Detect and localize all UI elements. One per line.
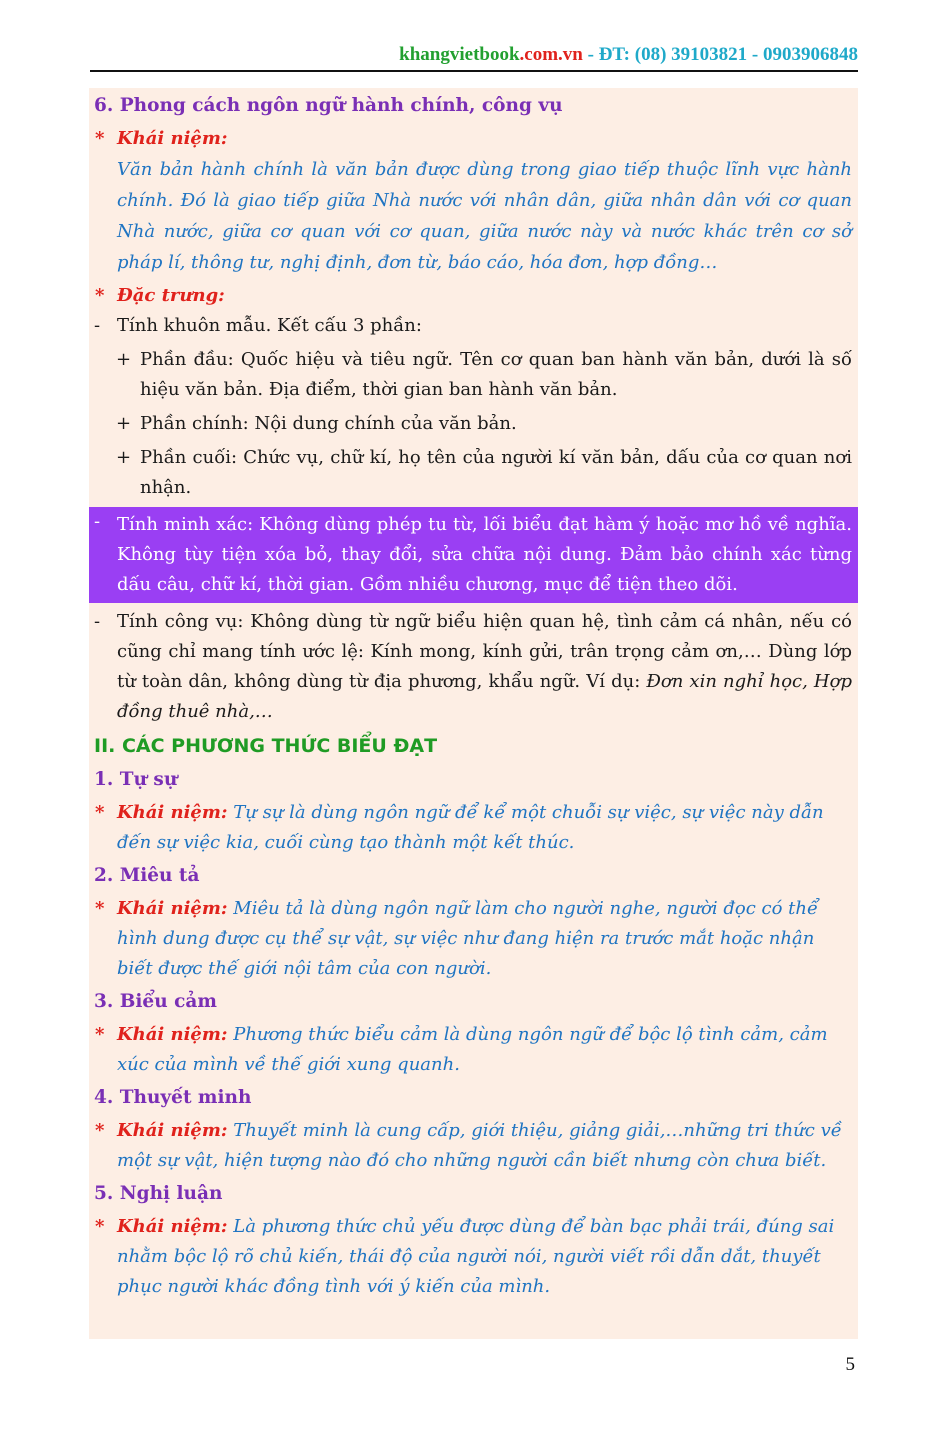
concept-label: Khái niệm:	[117, 1120, 228, 1141]
bullet-dash: -	[94, 511, 101, 532]
bullet-star: *	[95, 802, 105, 823]
content-panel	[89, 88, 858, 1339]
bullet-star: *	[95, 1120, 105, 1141]
bullet-star: *	[95, 898, 105, 919]
concept-text: Miêu tả là dùng ngôn ngữ làm cho người nghe, người đọc có thể hình dung được cụ thể sự vật, sự việc như đang hiện ra trước mắt hoặc nhận biết được thế giới nội tâm của con người.	[117, 898, 819, 979]
bullet-star: *	[95, 285, 105, 306]
method-title: 5. Nghị luận	[94, 1183, 223, 1204]
part-item	[89, 409, 858, 439]
bullet-plus: +	[116, 349, 132, 370]
trait-text: Tính khuôn mẫu. Kết cấu 3 phần:	[117, 315, 422, 336]
method-title: 1. Tự sự	[94, 769, 178, 790]
section-6-title: 6. Phong cách ngôn ngữ hành chính, công vụ	[94, 95, 563, 116]
concept-text: Là phương thức chủ yếu được dùng để bàn bạc phải trái, đúng sai nhằm bộc lộ rõ chủ kiến, thái độ của người nói, người viết rồi dẫn dắt, thuyết phục người khác đồng tình với ý kiến của mình.	[117, 1216, 835, 1297]
concept-text: Văn bản hành chính là văn bản được dùng trong giao tiếp thuộc lĩnh vực hành chính. Đó là giao tiếp giữa Nhà nước với nhân dân, giữa nhân dân với cơ quan Nhà nước, giữa cơ quan với cơ quan, giữa nước này và nước khác trên cơ sở pháp lí, thông tư, nghị định, đơn từ, báo cáo, hóa đơn, hợp đồng…	[117, 159, 852, 273]
page-header	[90, 44, 858, 66]
part-item	[89, 443, 858, 503]
bullet-plus: +	[116, 413, 132, 434]
method-concept	[89, 894, 858, 984]
method-concept	[89, 798, 858, 858]
bullet-dash: -	[94, 315, 101, 336]
method-concept	[89, 1020, 858, 1080]
concept-heading	[89, 124, 858, 154]
concept-text: Phương thức biểu cảm là dùng ngôn ngữ để bộc lộ tình cảm, cảm xúc của mình về thế giới xung quanh.	[117, 1024, 828, 1075]
concept-label: Khái niệm:	[117, 1024, 228, 1045]
method-section	[89, 861, 858, 984]
method-concept	[89, 1116, 858, 1176]
part-item	[89, 345, 858, 405]
concept-label: Khái niệm:	[117, 898, 228, 919]
method-title: 4. Thuyết minh	[94, 1087, 252, 1108]
method-concept	[89, 1212, 858, 1302]
bullet-dash: -	[94, 611, 101, 632]
method-title: 2. Miêu tả	[94, 865, 200, 886]
bullet-plus: +	[116, 447, 132, 468]
trait-example: Đơn xin nghỉ học, Hợp đồng thuê nhà,…	[117, 671, 852, 722]
traits-label: Đặc trưng:	[117, 285, 225, 306]
bullet-star: *	[95, 1216, 105, 1237]
concept-text: Tự sự là dùng ngôn ngữ để kể một chuỗi sự việc, sự việc này dẫn đến sự việc kia, cuối cùng tạo thành một kết thúc.	[117, 802, 824, 853]
method-section	[89, 987, 858, 1080]
header-divider	[90, 70, 858, 72]
method-section	[89, 1179, 858, 1302]
part-2-title: II. CÁC PHƯƠNG THỨC BIỂU ĐẠT	[94, 735, 438, 757]
method-section	[89, 1083, 858, 1176]
concept-label: Khái niệm:	[117, 802, 228, 823]
trait-text: Tính công vụ: Không dùng từ ngữ biểu hiện quan hệ, tình cảm cá nhân, nếu có cũng chỉ mang tính ước lệ: Kính mong, kính gửi, trân trọng cảm ơn,… Dùng lớp từ toàn dân, không dùng từ địa phương, khẩu ngữ. Ví dụ:	[117, 611, 852, 692]
concept-label: Khái niệm:	[117, 1216, 228, 1237]
traits-heading	[89, 281, 858, 311]
bullet-star: *	[95, 128, 105, 149]
contact-info: - ĐT: (08) 39103821 - 0903906848	[582, 44, 858, 65]
trait-item	[89, 311, 858, 341]
part-text: Phần cuối: Chức vụ, chữ kí, họ tên của người kí văn bản, dấu của cơ quan nơi nhận.	[140, 447, 852, 498]
method-section	[89, 765, 858, 858]
part-text: Phần chính: Nội dung chính của văn bản.	[140, 413, 517, 434]
page-number: 5	[845, 1354, 855, 1375]
part-text: Phần đầu: Quốc hiệu và tiêu ngữ. Tên cơ quan ban hành văn bản, dưới là số hiệu văn bản. Địa điểm, thời gian ban hành văn bản.	[140, 349, 852, 400]
trait-item-highlighted	[89, 507, 858, 603]
method-title: 3. Biểu cảm	[94, 991, 217, 1012]
trait-text: Tính minh xác: Không dùng phép tu từ, lối biểu đạt hàm ý hoặc mơ hồ về nghĩa. Không tùy tiện xóa bỏ, thay đổi, sửa chữa nội dung. Đảm bảo chính xác từng dấu câu, chữ kí, thời gian. Gồm nhiều chương, mục để tiện theo dõi.	[117, 514, 852, 595]
trait-item	[89, 607, 858, 727]
bullet-star: *	[95, 1024, 105, 1045]
site-domain: .com.vn	[519, 44, 583, 65]
site-name: khangvietbook	[399, 44, 520, 65]
concept-label: Khái niệm:	[117, 128, 228, 149]
concept-text: Thuyết minh là cung cấp, giới thiệu, giảng giải,…những tri thức về một sự vật, hiện tượng nào đó cho những người cần biết nhưng còn chưa biết.	[117, 1120, 842, 1171]
